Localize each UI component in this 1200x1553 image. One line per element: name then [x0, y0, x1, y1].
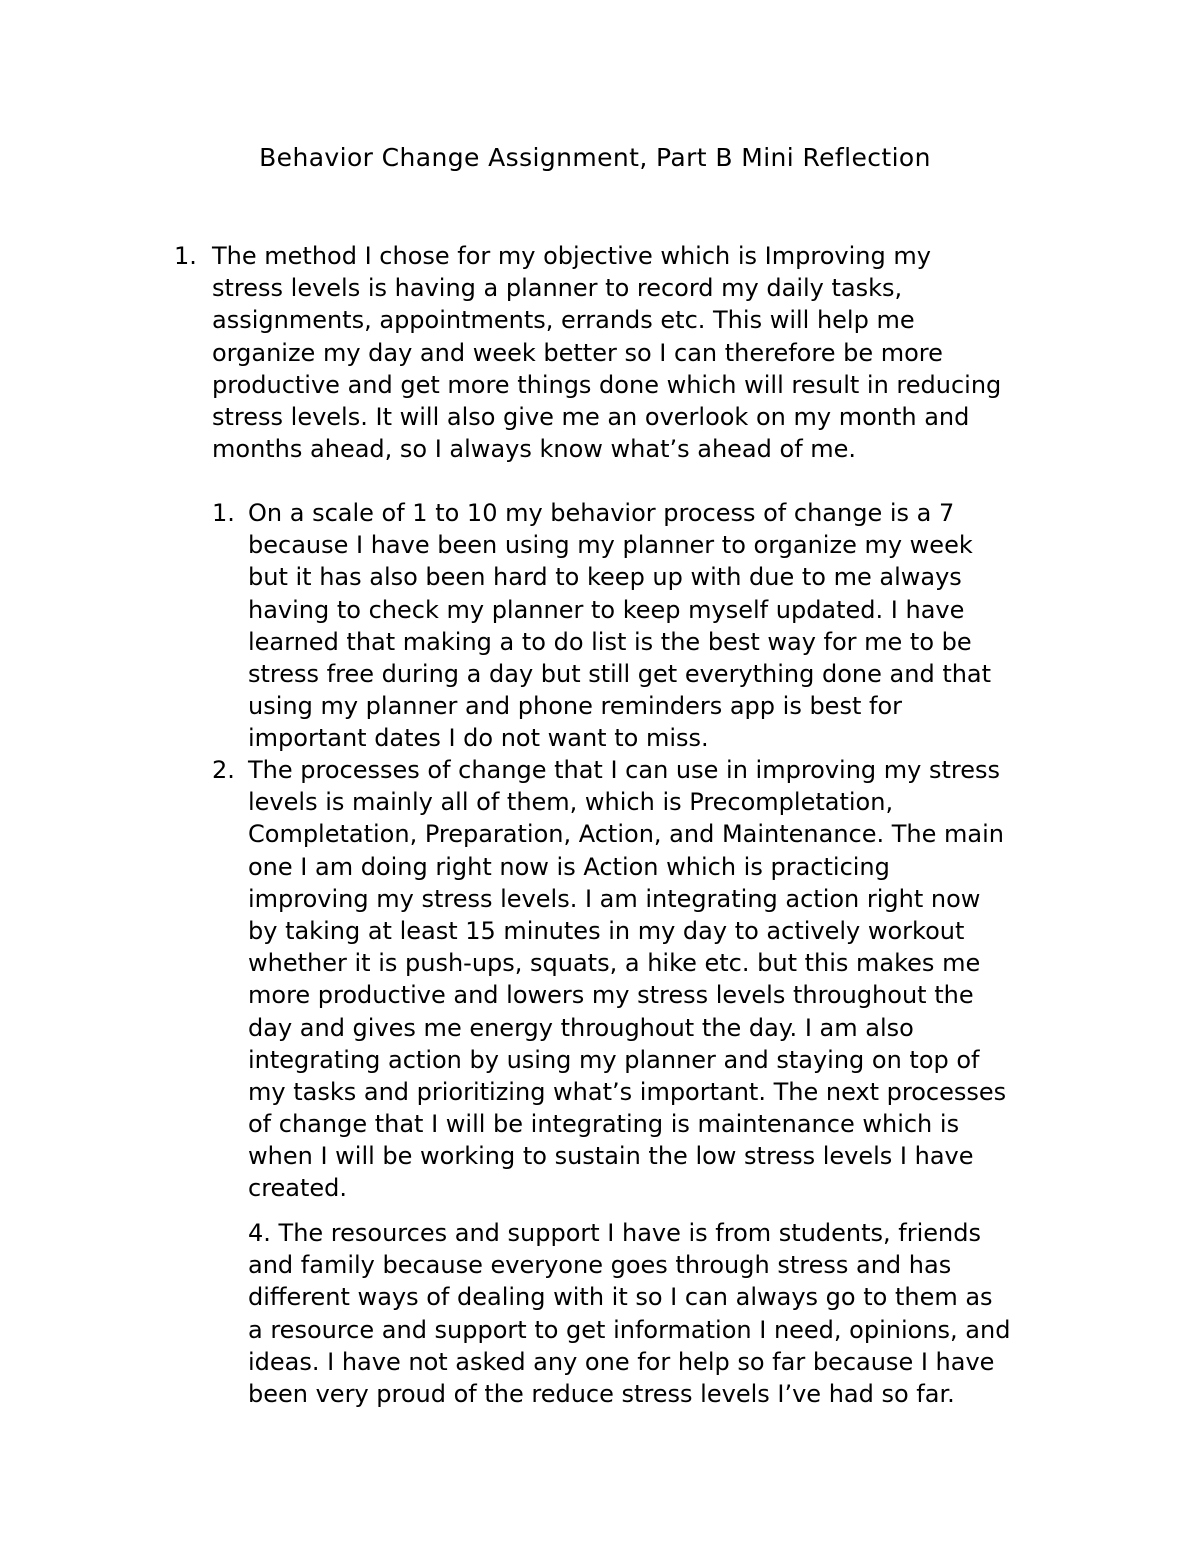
paragraph-line: organize my day and week better so I can therefore be more — [212, 338, 943, 367]
item-1-paragraph — [212, 240, 1001, 465]
paragraph-line: but it has also been hard to keep up with due to me always — [248, 563, 962, 592]
item-3-number: 2. — [212, 756, 235, 784]
paragraph-line: a resource and support to get information I need, opinions, and — [248, 1315, 1011, 1344]
paragraph-line: when I will be working to sustain the low stress levels I have — [248, 1142, 974, 1171]
item-2-paragraph — [248, 497, 991, 755]
item-2-number: 1. — [212, 499, 235, 527]
paragraph-line: levels is mainly all of them, which is Precompletation, — [248, 788, 894, 817]
paragraph-line: stress levels. It will also give me an overlook on my month and — [212, 402, 970, 431]
item-3-paragraph — [248, 754, 1006, 1205]
item-1-number: 1. — [174, 242, 197, 270]
paragraph-line: months ahead, so I always know what’s ahead of me. — [212, 435, 857, 464]
paragraph-line: integrating action by using my planner and staying on top of — [248, 1045, 980, 1074]
paragraph-line: one I am doing right now is Action which is practicing — [248, 852, 890, 881]
paragraph-line: whether it is push-ups, squats, a hike etc. but this makes me — [248, 949, 981, 978]
paragraph-line: The processes of change that I can use in improving my stress — [248, 756, 1001, 784]
paragraph-line: stress levels is having a planner to record my daily tasks, — [212, 274, 903, 303]
paragraph-line: productive and get more things done which will result in reducing — [212, 370, 1002, 399]
paragraph-line: of change that I will be integrating is maintenance which is — [248, 1110, 960, 1139]
paragraph-line: improving my stress levels. I am integrating action right now — [248, 884, 981, 913]
paragraph-line: and family because everyone goes through stress and has — [248, 1251, 952, 1280]
item-4-paragraph — [248, 1217, 1010, 1410]
paragraph-line: 4. The resources and support I have is from students, friends — [248, 1219, 981, 1247]
paragraph-line: by taking at least 15 minutes in my day to actively workout — [248, 916, 965, 945]
paragraph-line: having to check my planner to keep myself updated. I have — [248, 595, 965, 624]
paragraph-line: learned that making a to do list is the best way for me to be — [248, 627, 972, 656]
document-title: Behavior Change Assignment, Part B Mini Reflection — [259, 143, 931, 172]
paragraph-line: stress free during a day but still get everything done and that — [248, 659, 992, 688]
paragraph-line: my tasks and prioritizing what’s important. The next processes — [248, 1077, 1007, 1106]
paragraph-line: assignments, appointments, errands etc. This will help me — [212, 306, 915, 335]
paragraph-line: day and gives me energy throughout the day. I am also — [248, 1013, 914, 1042]
paragraph-line: created. — [248, 1174, 348, 1203]
paragraph-line: The method I chose for my objective which is Improving my — [212, 242, 931, 270]
paragraph-line: using my planner and phone reminders app is best for — [248, 692, 902, 721]
paragraph-line: more productive and lowers my stress levels throughout the — [248, 981, 974, 1010]
paragraph-line: been very proud of the reduce stress levels I’ve had so far. — [248, 1379, 955, 1408]
paragraph-line: because I have been using my planner to organize my week — [248, 531, 973, 560]
paragraph-line: important dates I do not want to miss. — [248, 724, 709, 753]
paragraph-line: ideas. I have not asked any one for help so far because I have — [248, 1347, 995, 1376]
paragraph-line: different ways of dealing with it so I can always go to them as — [248, 1283, 993, 1312]
paragraph-line: Completation, Preparation, Action, and Maintenance. The main — [248, 820, 1004, 849]
paragraph-line: On a scale of 1 to 10 my behavior process of change is a 7 — [248, 499, 955, 527]
